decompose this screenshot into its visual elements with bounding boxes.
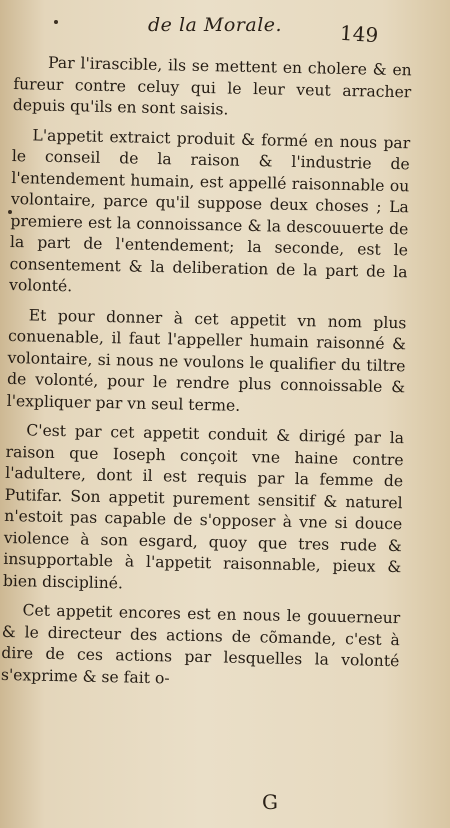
page-header — [0, 12, 450, 48]
paragraph-3: Et pour donner à cet appetit vn nom plus conuenable, il faut l'appeller humain raisonné & volontaire, si nous ne voulons le qualifier du tiltre de volonté, pour le rendre plus connoissable & l'expliquer par vn seul terme. — [6, 305, 407, 415]
paragraph-2: L'appetit extraict produit & formé en nous par le conseil de la raison & l'industrie de l'entendement humain, est appellé raisonnable ou volontaire, parce qu'il suppose deux choses ; La premiere est la connoissance & la descouuerte de la part de l'entendement; la seconde, est le consentement & la deliberation de la part de la volonté. — [8, 125, 411, 296]
paragraph-1: Par l'irascible, ils se mettent en cholere & en fureur contre celuy qui le leur veut arracher depuis qu'ils en sont saisis. — [12, 53, 412, 119]
body-text — [1, 52, 412, 702]
paragraph-5: Cet appetit encores est en nous le gouuerneur & le directeur des actions de cõmande, c'est à dire de ces actions par lesquelles la volonté s'exprime & se fait o- — [0, 601, 401, 687]
paragraph-4: C'est par cet appetit conduit & dirigé par la raison que Ioseph conçoit vne haine contre l'adultere, dont il est requis par la femme de Putifar. Son appetit purement sensitif & naturel n'estoit pas capable de s'opposer à vne si douce violence à son esgard, quoy que tres rude & insupportable à l'appetit raisonnable, pieux & bien discipliné. — [2, 421, 405, 592]
page-number: 149 — [339, 20, 379, 48]
running-title: de la Morale. — [148, 14, 283, 36]
signature-mark: G — [262, 790, 278, 814]
